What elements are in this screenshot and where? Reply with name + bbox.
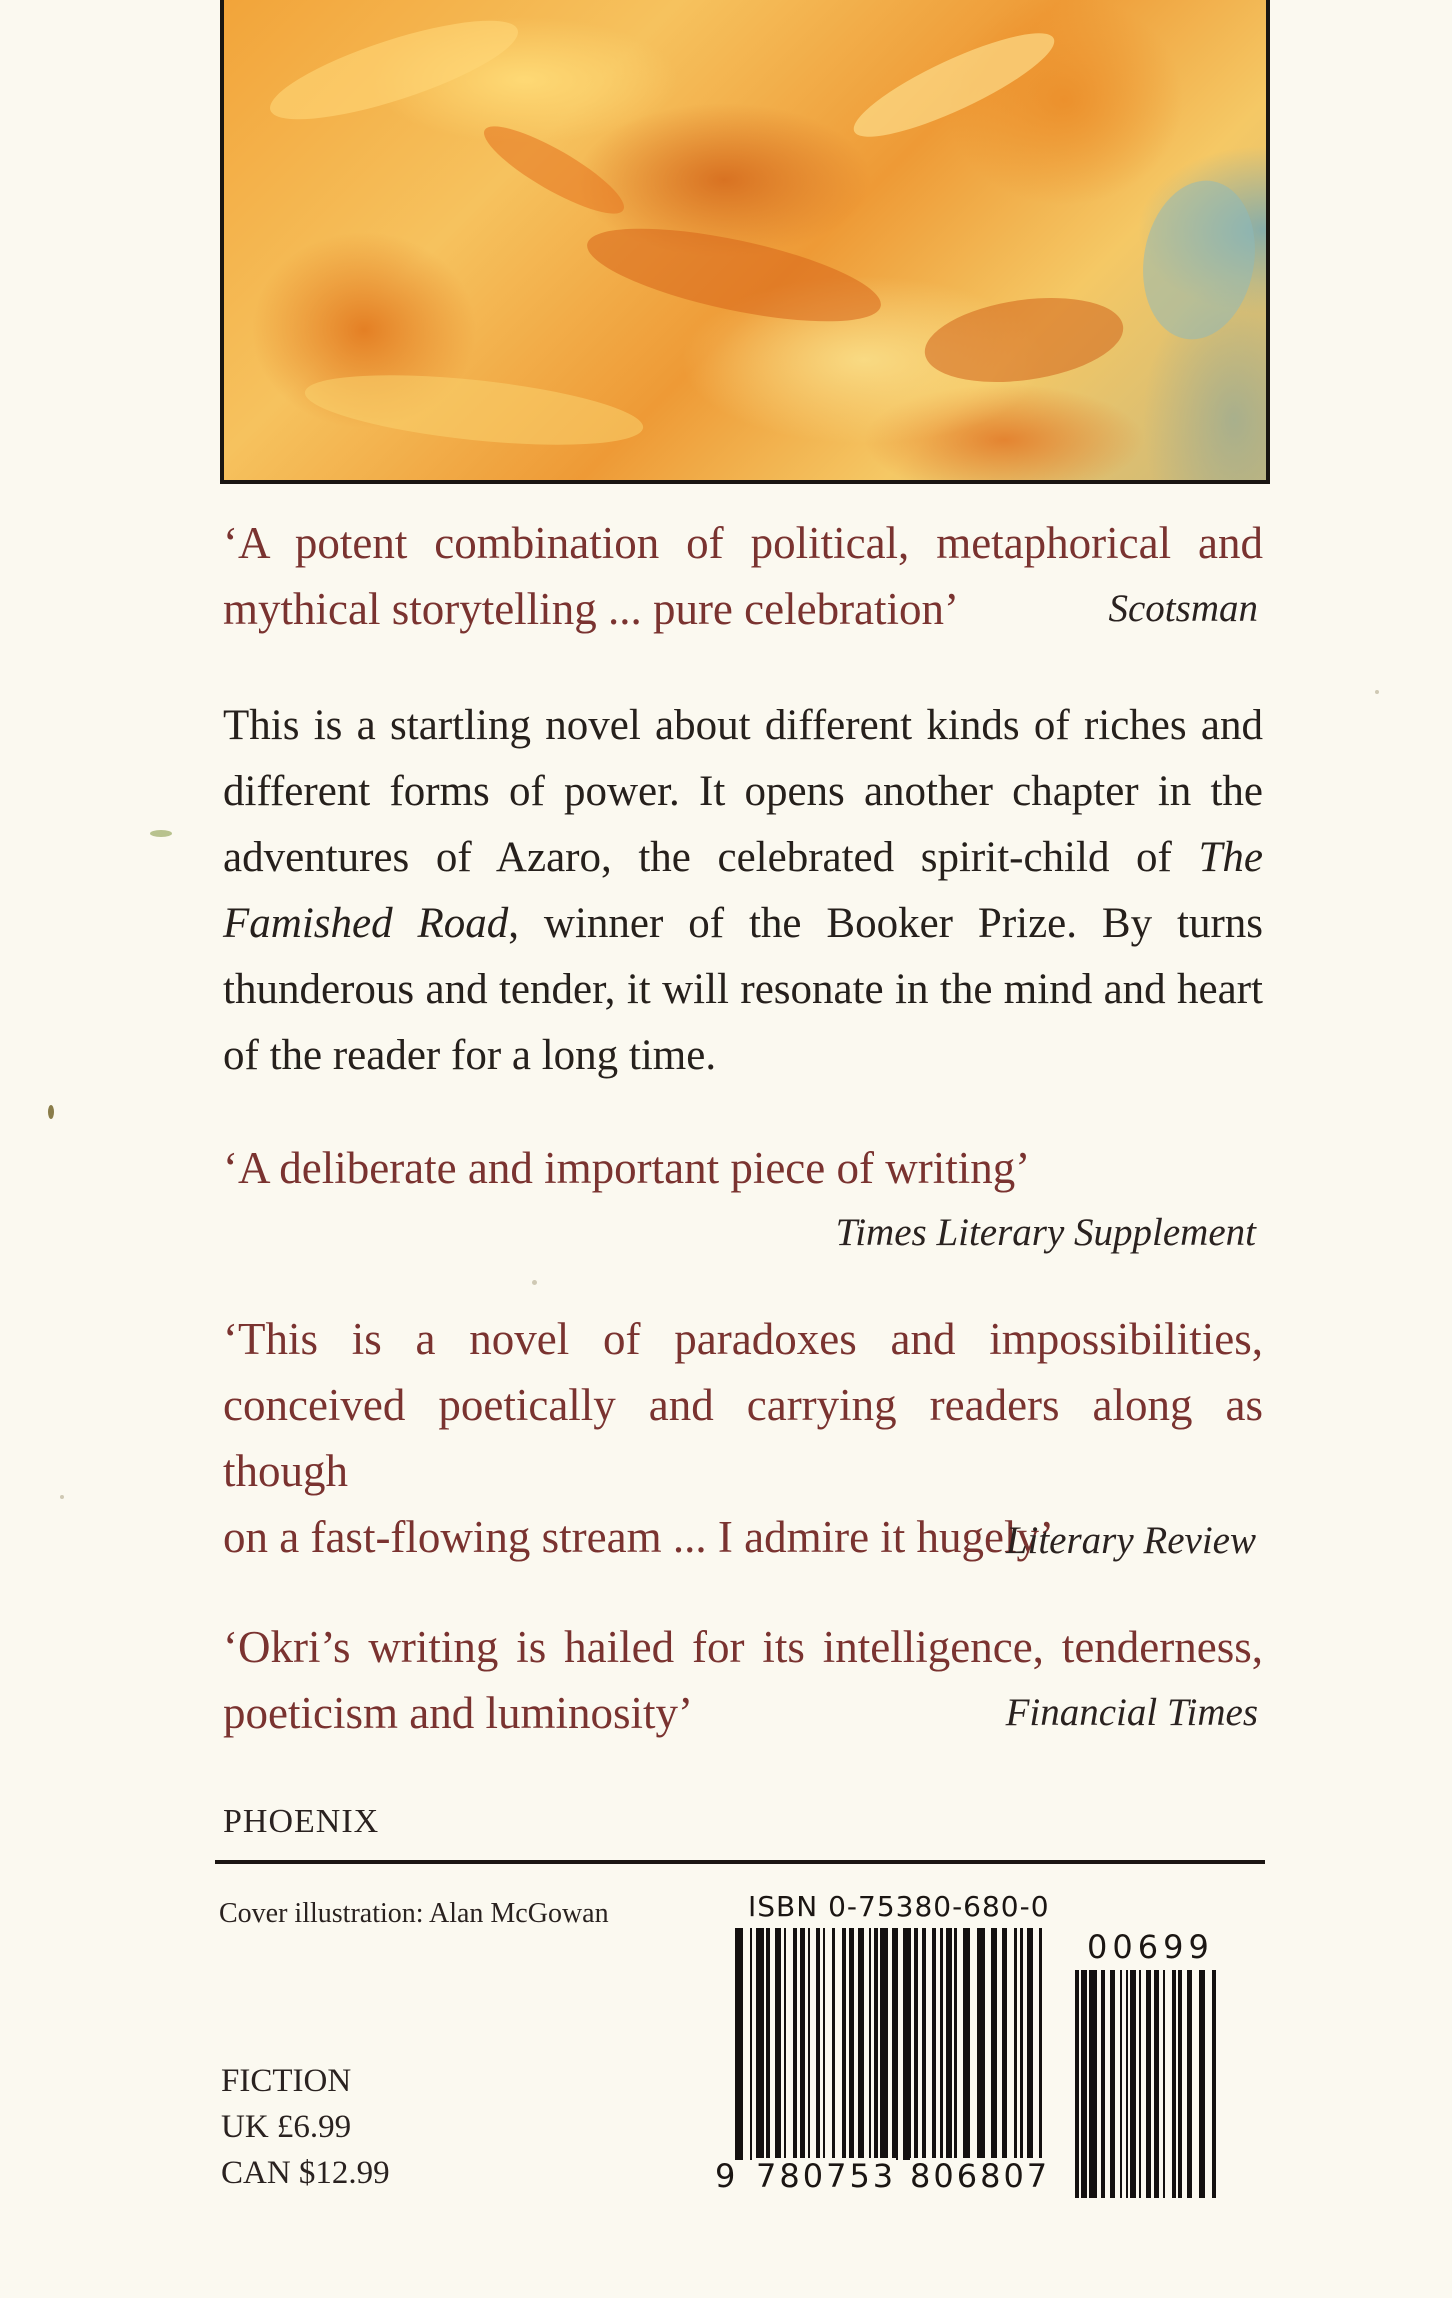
quote-line: ‘This is a novel of paradoxes and impossibilities, xyxy=(223,1314,1263,1364)
blurb-text: , winner of the Booker Prize. By turns thunderous and tender, it will resonate in the mind and heart of the reader for a long time. xyxy=(223,900,1263,1079)
publisher-imprint: PHOENIX xyxy=(223,1803,380,1840)
book-description xyxy=(223,693,1263,1089)
barcode-bar xyxy=(903,1928,911,2160)
barcode-bar xyxy=(880,1928,888,2160)
barcode-left-digits: 780753 xyxy=(756,2157,897,2195)
barcode-bar xyxy=(1139,1970,1141,2198)
barcode-bar xyxy=(1178,1970,1182,2198)
barcode-bar xyxy=(892,1928,898,2160)
barcode-bar xyxy=(954,1928,957,2160)
barcode-bar xyxy=(1014,1928,1017,2160)
quote-source: Financial Times xyxy=(1005,1691,1258,1734)
barcode-bar xyxy=(1101,1970,1105,2198)
blurb-text: This is a startling novel about different kinds of riches and different forms of power. It opens another chapter in the adventures of Azaro, the celebrated spirit-child of xyxy=(223,702,1263,881)
quote-source: Scotsman xyxy=(1108,587,1258,630)
barcode-bar xyxy=(756,1928,764,2160)
quote-line: mythical storytelling ... pure celebration’ xyxy=(223,584,960,634)
barcode-bar xyxy=(1120,1970,1122,2198)
barcode-bar xyxy=(963,1928,970,2160)
quote-line: on a fast-flowing stream ... I admire it hugely’ xyxy=(223,1512,1055,1562)
referenced-book-title: The Famished Road xyxy=(223,834,1263,947)
barcode-bar xyxy=(775,1928,781,2160)
paper-speck xyxy=(150,830,172,837)
barcode-bar xyxy=(793,1928,797,2160)
barcode-bar xyxy=(1110,1970,1115,2198)
barcode-bar xyxy=(1146,1970,1151,2198)
barcode-bar xyxy=(849,1928,854,2160)
quote-line-with-source xyxy=(223,576,1263,642)
barcode-bar xyxy=(977,1928,985,2160)
barcode-bar xyxy=(1039,1928,1042,2160)
barcode-bar xyxy=(1075,1970,1079,2198)
cover-painting xyxy=(220,0,1270,484)
barcode-bar xyxy=(1154,1970,1159,2198)
paper-speck xyxy=(1375,690,1379,694)
isbn-number: ISBN 0-75380-680-0 xyxy=(748,1890,1050,1923)
price-block xyxy=(221,2058,390,2196)
barcode-bar xyxy=(1089,1970,1097,2198)
barcode-bar xyxy=(1027,1928,1033,2160)
barcode-bar xyxy=(1130,1970,1136,2198)
barcode-bar xyxy=(1020,1928,1023,2160)
barcode-bar xyxy=(991,1928,997,2160)
barcode-bar xyxy=(823,1928,825,2160)
barcode-bar xyxy=(1002,1928,1007,2160)
quote-line-with-source xyxy=(223,1680,1263,1746)
barcode-bar xyxy=(842,1928,846,2160)
barcode-bar xyxy=(1172,1970,1176,2198)
barcode-bar xyxy=(832,1928,835,2160)
paper-speck xyxy=(532,1280,537,1285)
genre-label: FICTION xyxy=(221,2063,352,2099)
barcode-bar xyxy=(784,1928,786,2160)
paper-speck xyxy=(48,1105,54,1119)
barcode-bar xyxy=(946,1928,952,2160)
quote-line: poeticism and luminosity’ xyxy=(223,1688,693,1738)
barcode-bar xyxy=(1212,1970,1216,2198)
barcode-bar xyxy=(1199,1970,1205,2198)
quote-source: Literary Review xyxy=(1005,1519,1256,1562)
review-quote-tls xyxy=(223,1135,1263,1201)
barcode-bar xyxy=(816,1928,820,2160)
barcode-bar xyxy=(1187,1970,1192,2198)
barcode-main-bars xyxy=(735,1928,1042,2160)
review-quote-scotsman xyxy=(223,510,1263,642)
barcode-right-digits: 806807 xyxy=(910,2157,1051,2195)
quote-line: conceived poetically and carrying readers along as though xyxy=(223,1380,1263,1496)
barcode-bar xyxy=(1081,1970,1087,2198)
barcode-addon-bars xyxy=(1075,1970,1216,2198)
quote-line: ‘Okri’s writing is hailed for its intelligence, tenderness, xyxy=(223,1622,1263,1672)
barcode-lead-digit: 9 xyxy=(715,2157,736,2195)
barcode-bar xyxy=(808,1928,810,2160)
canada-price: CAN $12.99 xyxy=(221,2155,390,2191)
quote-source: Times Literary Supplement xyxy=(835,1211,1256,1254)
barcode-bar xyxy=(1163,1970,1165,2198)
review-quote-financial-times xyxy=(223,1614,1263,1746)
barcode-bar xyxy=(766,1928,770,2160)
barcode-bar xyxy=(750,1928,752,2160)
barcode-bar xyxy=(914,1928,918,2160)
uk-price: UK £6.99 xyxy=(221,2109,352,2145)
paper-speck xyxy=(60,1495,64,1499)
quote-line: ‘A potent combination of political, metaphorical and xyxy=(223,518,1263,568)
barcode-bar xyxy=(1126,1970,1128,2198)
barcode-bar xyxy=(940,1928,943,2160)
barcode-bar xyxy=(932,1928,936,2160)
cover-credit: Cover illustration: Alan McGowan xyxy=(219,1898,609,1929)
barcode-bar xyxy=(858,1928,864,2160)
barcode-bar xyxy=(869,1928,871,2160)
quote-line: ‘A deliberate and important piece of writing’ xyxy=(223,1143,1031,1193)
barcode-bar xyxy=(735,1928,743,2160)
divider-rule xyxy=(215,1860,1265,1864)
barcode-addon-digits: 00699 xyxy=(1087,1928,1214,1966)
barcode-bar xyxy=(800,1928,805,2160)
barcode-bar xyxy=(874,1928,878,2160)
barcode-bar xyxy=(922,1928,926,2160)
